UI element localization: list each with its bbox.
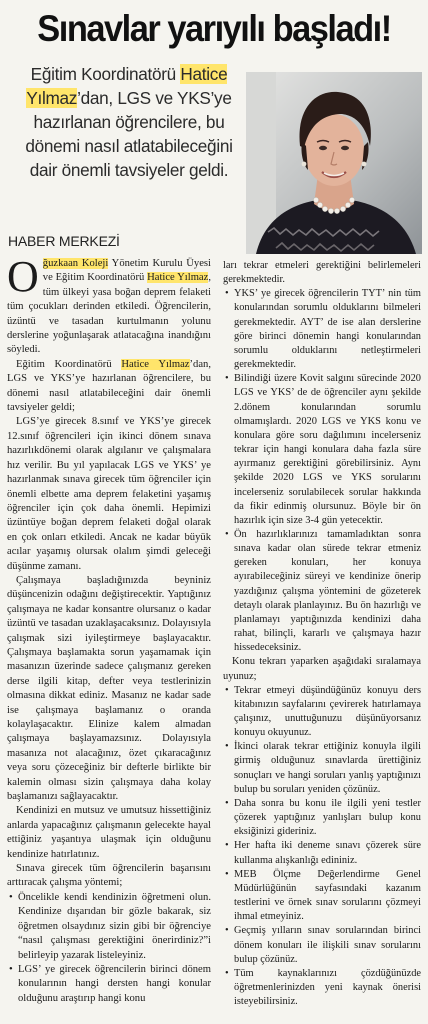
lead-name-highlight: Hatice Yılmaz	[26, 64, 228, 108]
portrait-illustration	[246, 72, 422, 254]
article-column-left	[7, 252, 211, 1006]
text-span: Eğitim Koordinatörü	[16, 358, 122, 370]
paragraph	[7, 358, 211, 416]
school-name-highlight: ğuzkaan Koleji	[42, 258, 109, 269]
bullet-item: • Daha sonra bu konu ile ilgili yeni testler çözerek yaptığınız yanlışları bulup konu eksiğinizi gideriniz.	[234, 797, 421, 839]
article-column-right	[223, 259, 421, 1009]
paragraph: Çalışmaya başladığınızda beyniniz düşüncenizin odağını değiştirecektir. Yaptığınız çalışmaya ne kadar konsantre olursanız o kadar üzüntü ve tasadan uzaklaşacaksınız. Dolayısıyla çalışmak sizi iyileştirmeye başlayacaktır. Çalışmaya başlamakta sorun yaşamamak için masanızın üzerinde sadece çalışmanız gereken derse ilgili kitap, defter veya testlerinizin olmasına dikkat ediniz. Masanız ne kadar sade ise çalışmaya başlamanız o oranda kolaylaşacaktır. Elinize kalem almadan çalışmaya başlayamazsınız. Dolayısıyla masanıza not alacağınız, özet çıkaracağınız veya soru çözeceğiniz bir defterle birlikte bir kalemin olması sizin çalışmaya daha kolay başlamanızı sağlayacaktır.	[7, 574, 211, 803]
text-span: , tüm ülkeyi yasa boğan deprem felaketi tüm çocukları derinden etkiledi. Öğrencilerin, üzüntü ve tasadan kurtulmanın yolunu derslerine yoğunlaşarak atlatacağına inandığını söyledi.	[7, 272, 211, 356]
portrait-photo	[246, 72, 422, 254]
bullet-item: • İkinci olarak tekrar ettiğiniz konuyla ilgili girmiş olduğunuz sınavlarda ürettiğiniz sonuçları ve hangi soruları yanlış yaptığınızı bulup bu soruları yeniden çözünüz.	[234, 740, 421, 797]
bullet-item: • LGS’ ye girecek öğrencilerin birinci dönem konularının hangi dersten hangi konular olduğunu araştırıp hangi konu	[18, 963, 211, 1006]
bullet-item: • Ön hazırlıklarınızı tamamladıktan sonra sınava kadar olan sürede tekrar etmeniz gereken konuları, her konuya ayırabileceğiniz süreyi ve kendinize önerip yazdığınız çalışma yöntemini de gözeterek detaylı olarak planlayınız. Bu ön hazırlığı ve planlamayı yaptığınızda kendinizi daha rahat, bilinçli, kararlı ve çalışmaya hazır hissedeceksiniz.	[234, 528, 421, 655]
paragraph: Konu tekrarı yaparken aşağıdaki sıralamaya uyunuz;	[223, 656, 421, 682]
paragraph: ları tekrar etmeleri gerektiğini belirlemeleri gerekmektedir.	[223, 260, 421, 286]
bullet-item: • Tüm kaynaklarınızı çözdüğünüzde öğretmenlerinizden yeni kaynak önerisi isteyebilirsiniz.	[234, 967, 421, 1009]
coordinator-name-highlight: Hatice Yılmaz	[147, 272, 209, 284]
text-span: ’dan, LGS ve YKS’ye hazırlanan öğrencilere, bu dönemi nasıl atlatabileceğini dair önemli tavsiyeler geldi;	[7, 358, 211, 414]
lead-text	[14, 62, 244, 182]
paragraph: Kendinizi en mutsuz ve umutsuz hissettiğiniz anlarda yapacağınız çalışmanın gelecekte hayal ettiğiniz yaşantıya ulaşmak için olduğunu kendinize hatırlatınız.	[7, 805, 211, 860]
bullet-item: • Öncelikle kendi kendinizin öğretmeni olun. Kendinize dışarıdan bir gözle bakarak, siz öğretmen olsaydınız sizin gibi bir öğrenciye “nasıl çalışması gerektiğini önerirdiniz?”i belirleyip yazarak listeleyiniz.	[18, 891, 211, 963]
bullet-list	[223, 684, 421, 1010]
bullet-item: • Her hafta iki deneme sınavı çözerek süre kullanma alışkanlığı edininiz.	[234, 839, 421, 867]
coordinator-name-highlight: Hatice Yılmaz	[121, 358, 190, 370]
text-span: Yönetim Kurulu Üyesi ve Eğitim Koordinatörü	[42, 258, 211, 284]
headline: Sınavlar yarıyılı başladı!	[37, 8, 391, 49]
bullet-list	[223, 287, 421, 655]
bullet-item: • Bilindiği üzere Kovit salgını sürecinde 2020 LGS ve YKS’ de de öğrenciler aynı şekilde 2.dönem konularından sorumlu olmamışlardı. 2020 LGS ve YKS konu ve konulara göre soru dağılımını incelerseniz tekrar için hangi konulara daha fazla süre ayırmanız gerektiğini görebilirsiniz. Aynı şekilde 2020 LGS ve YKS sorularını incelerseniz sorulabilecek sorular hakkında da fikir edinmiş olursunuz. Böyle bir ön hazırlık için size 3-4 gün yetecektir.	[234, 372, 421, 528]
bullet-item: • MEB Ölçme Değerlendirme Genel Müdürlüğünün sayfasındaki kazanım testlerini ve örnek sınav sorularını çözmeyi ihmal etmeyiniz.	[234, 868, 421, 925]
paragraph: Sınava girecek tüm öğrencilerin başarısını arttıracak çalışma yöntemi;	[7, 863, 211, 889]
byline: HABER MERKEZİ	[8, 233, 120, 249]
lead-part: ’dan, LGS ve YKS’ye hazırlanan öğrencilere, bu dönemi nasıl atlatabileceğini dair önemli tavsiyeler geldi.	[25, 88, 233, 180]
paragraph: LGS’ye girecek 8.sınıf ve YKS’ye girecek 12.sınıf öğrencileri için ikinci dönem sınava hazırlıkdönemi olarak algılanır ve çalışmalara hız verilir. Bu yıl yapılacak LGS ve YKS’ ye hazırlanmak sınava girecek tüm öğrenciler için önemli elbette ama deprem felaketini yaşamış öğrenciler için çok daha önemli. Hepimizi üzüntüye boğan deprem felaketi doğal olarak en çok onları etkiledi. Ancak ne kadar büyük acılar yaşamış olursak olalım şimdi geleceği düşünme zamanı.	[7, 416, 211, 572]
drop-cap: O	[7, 252, 39, 301]
paragraph	[7, 252, 211, 358]
bullet-list	[7, 891, 211, 1006]
bullet-item: • Geçmiş yılların sınav sorularından birinci dönem konuları ile ilişkili sınav sorularını bulup çözünüz.	[234, 924, 421, 966]
bullet-item: • Tekrar etmeyi düşündüğünüz konuyu ders kitabınızın sayfalarını çevirerek hatırlamaya çalışınız, unuttuğunuzu düşünüyorsanız konuyu okuyunuz.	[234, 684, 421, 741]
bullet-item: • YKS’ ye girecek öğrencilerin TYT’ nin tüm konularından sorumlu olduklarını bilmeleri gerekmektedir. AYT’ de ise alan derslerine göre birinci dönemin hangi konularından sorumlu olduklarını netleştirmeleri gerekmektedir.	[234, 287, 421, 372]
lead-part: Eğitim Koordinatörü	[30, 64, 181, 84]
